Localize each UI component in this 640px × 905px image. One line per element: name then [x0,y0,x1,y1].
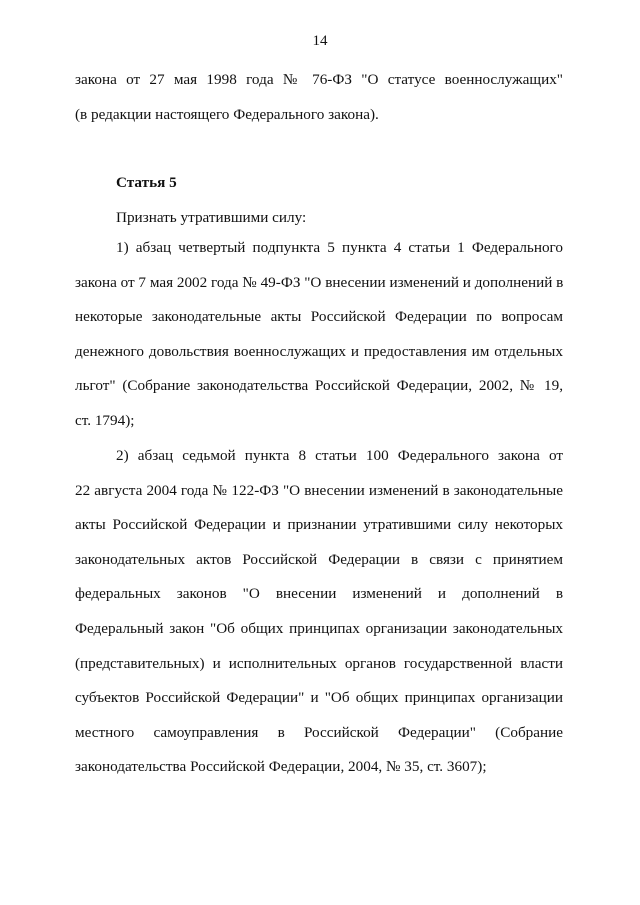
paragraph-line: 1) абзац четвертый подпункта 5 пункта 4 статьи 1 Федерального [116,239,563,256]
paragraph-line: 2) абзац седьмой пункта 8 статьи 100 Федерального закона от [116,447,563,464]
paragraph-line: федеральных законов "О внесении изменений и дополнений в [75,585,563,603]
paragraph-line: закона от 7 мая 2002 года № 49-ФЗ "О внесении изменений и дополнений в [75,273,564,291]
paragraph-line: законодательных актов Российской Федерации в связи с принятием [75,550,563,568]
paragraph-line: (представительных) и исполнительных органов государственной власти [75,654,563,672]
paragraph-line: закона от 27 мая 1998 года № 76-ФЗ "О статусе военнослужащих" [75,71,563,88]
continuation-paragraph [75,71,563,140]
paragraph-line: денежного довольствия военнослужащих и предоставления им отдельных [75,342,563,360]
paragraph-line: акты Российской Федерации и признании утратившими силу некоторых [75,516,563,534]
paragraph-line: льгот" (Собрание законодательства Российской Федерации, 2002, № 19, [75,377,563,395]
article-intro: Признать утратившими силу: [116,208,307,226]
paragraph-line: 22 августа 2004 года № 122-ФЗ "О внесении изменений в законодательные [75,481,563,499]
page-number: 14 [312,33,328,49]
list-item-1 [75,239,563,447]
article-heading: Статья 5 [116,174,177,191]
list-item-2 [75,447,563,793]
paragraph-line: некоторые законодательные акты Российской Федерации по вопросам [75,308,563,326]
paragraph-line: Федеральный закон "Об общих принципах организации законодательных [75,619,563,637]
paragraph-line: субъектов Российской Федерации" и "Об общих принципах организации [75,689,563,707]
paragraph-line: (в редакции настоящего Федерального закона). [75,105,379,123]
paragraph-line: законодательства Российской Федерации, 2004, № 35, ст. 3607); [75,758,487,776]
paragraph-line: ст. 1794); [75,411,135,429]
paragraph-line: местного самоуправления в Российской Федерации" (Собрание [75,723,563,741]
article-section [75,174,563,243]
